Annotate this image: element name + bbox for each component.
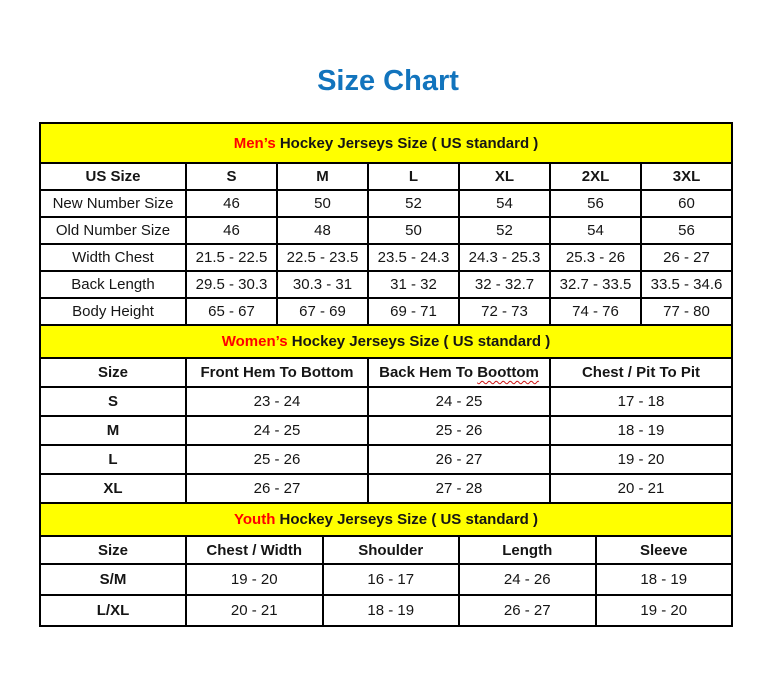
- mens-title-rest: Hockey Jerseys Size ( US standard ): [275, 134, 539, 152]
- mens-size-table: [39, 122, 733, 326]
- column-header-cell: S: [186, 163, 277, 190]
- womens-title-highlight: Women’s: [221, 333, 288, 350]
- youth-title-highlight: Youth: [234, 511, 276, 528]
- row-label-cell: Back Length: [40, 271, 186, 298]
- womens-size-table: [39, 324, 733, 504]
- youth-size-table: [39, 502, 733, 627]
- column-header-cell: Size: [40, 536, 186, 564]
- size-value-cell: 18 - 19: [596, 564, 733, 595]
- size-value-cell: 16 - 17: [323, 564, 460, 595]
- size-value-cell: 22.5 - 23.5: [277, 244, 368, 271]
- size-value-cell: 27 - 28: [368, 474, 550, 503]
- size-value-cell: 24 - 25: [368, 387, 550, 416]
- youth-title-row: [40, 503, 732, 536]
- size-value-cell: 48: [277, 217, 368, 244]
- table-row: [40, 416, 732, 445]
- row-label-cell: M: [40, 416, 186, 445]
- size-value-cell: 20 - 21: [550, 474, 732, 503]
- misspelled-word: Boottom: [477, 364, 539, 381]
- size-value-cell: 60: [641, 190, 732, 217]
- size-value-cell: 21.5 - 22.5: [186, 244, 277, 271]
- column-header-cell: US Size: [40, 163, 186, 190]
- size-value-cell: 24 - 25: [186, 416, 368, 445]
- table-row: [40, 564, 732, 595]
- column-header-cell: L: [368, 163, 459, 190]
- table-row: [40, 190, 732, 217]
- mens-title-highlight: Men’s: [233, 134, 276, 152]
- youth-table-title: [40, 503, 732, 536]
- column-header-cell: Chest / Pit To Pit: [550, 358, 732, 387]
- row-label-cell: XL: [40, 474, 186, 503]
- table-row: [40, 387, 732, 416]
- row-label-cell: L/XL: [40, 595, 186, 626]
- size-value-cell: 46: [186, 190, 277, 217]
- size-value-cell: 52: [459, 217, 550, 244]
- size-value-cell: 25.3 - 26: [550, 244, 641, 271]
- table-row: [40, 244, 732, 271]
- table-row: [40, 595, 732, 626]
- row-label-cell: Width Chest: [40, 244, 186, 271]
- youth-title-rest: Hockey Jerseys Size ( US standard ): [275, 511, 538, 528]
- size-value-cell: 65 - 67: [186, 298, 277, 325]
- size-value-cell: 69 - 71: [368, 298, 459, 325]
- column-header-cell: Size: [40, 358, 186, 387]
- size-value-cell: 54: [459, 190, 550, 217]
- size-value-cell: 23 - 24: [186, 387, 368, 416]
- row-label-cell: S/M: [40, 564, 186, 595]
- column-header-text: Back Hem To: [379, 364, 478, 381]
- row-label-cell: S: [40, 387, 186, 416]
- table-row: [40, 271, 732, 298]
- row-label-cell: Body Height: [40, 298, 186, 325]
- page-title: Size Chart: [317, 65, 459, 97]
- size-value-cell: 67 - 69: [277, 298, 368, 325]
- mens-header-row: [40, 163, 732, 190]
- size-value-cell: 32 - 32.7: [459, 271, 550, 298]
- row-label-cell: New Number Size: [40, 190, 186, 217]
- size-value-cell: 74 - 76: [550, 298, 641, 325]
- womens-header-row: [40, 358, 732, 387]
- table-row: [40, 474, 732, 503]
- column-header-cell: [368, 358, 550, 387]
- size-tables: [39, 122, 733, 627]
- column-header-cell: XL: [459, 163, 550, 190]
- size-value-cell: 19 - 20: [550, 445, 732, 474]
- table-row: [40, 217, 732, 244]
- size-value-cell: 52: [368, 190, 459, 217]
- size-value-cell: 18 - 19: [550, 416, 732, 445]
- size-value-cell: 26 - 27: [641, 244, 732, 271]
- size-value-cell: 50: [277, 190, 368, 217]
- size-value-cell: 30.3 - 31: [277, 271, 368, 298]
- column-header-cell: Sleeve: [596, 536, 733, 564]
- youth-header-row: [40, 536, 732, 564]
- table-row: [40, 298, 732, 325]
- column-header-cell: M: [277, 163, 368, 190]
- size-value-cell: 54: [550, 217, 641, 244]
- womens-table-title: [40, 325, 732, 358]
- size-value-cell: 24.3 - 25.3: [459, 244, 550, 271]
- size-value-cell: 26 - 27: [459, 595, 596, 626]
- column-header-cell: Length: [459, 536, 596, 564]
- column-header-cell: Front Hem To Bottom: [186, 358, 368, 387]
- column-header-cell: 2XL: [550, 163, 641, 190]
- size-value-cell: 19 - 20: [596, 595, 733, 626]
- size-value-cell: 23.5 - 24.3: [368, 244, 459, 271]
- size-value-cell: 77 - 80: [641, 298, 732, 325]
- size-value-cell: 25 - 26: [368, 416, 550, 445]
- column-header-cell: 3XL: [641, 163, 732, 190]
- mens-table-title: [40, 123, 732, 163]
- size-value-cell: 56: [641, 217, 732, 244]
- size-value-cell: 46: [186, 217, 277, 244]
- size-value-cell: 20 - 21: [186, 595, 323, 626]
- row-label-cell: L: [40, 445, 186, 474]
- size-value-cell: 32.7 - 33.5: [550, 271, 641, 298]
- size-value-cell: 24 - 26: [459, 564, 596, 595]
- size-value-cell: 26 - 27: [186, 474, 368, 503]
- column-header-cell: Chest / Width: [186, 536, 323, 564]
- size-value-cell: 31 - 32: [368, 271, 459, 298]
- size-value-cell: 18 - 19: [323, 595, 460, 626]
- size-value-cell: 56: [550, 190, 641, 217]
- column-header-cell: Shoulder: [323, 536, 460, 564]
- table-row: [40, 445, 732, 474]
- size-value-cell: 25 - 26: [186, 445, 368, 474]
- womens-title-rest: Hockey Jerseys Size ( US standard ): [287, 333, 551, 350]
- size-value-cell: 19 - 20: [186, 564, 323, 595]
- size-value-cell: 72 - 73: [459, 298, 550, 325]
- size-value-cell: 17 - 18: [550, 387, 732, 416]
- size-value-cell: 50: [368, 217, 459, 244]
- mens-title-row: [40, 123, 732, 163]
- size-value-cell: 29.5 - 30.3: [186, 271, 277, 298]
- size-value-cell: 26 - 27: [368, 445, 550, 474]
- size-value-cell: 33.5 - 34.6: [641, 271, 732, 298]
- row-label-cell: Old Number Size: [40, 217, 186, 244]
- womens-title-row: [40, 325, 732, 358]
